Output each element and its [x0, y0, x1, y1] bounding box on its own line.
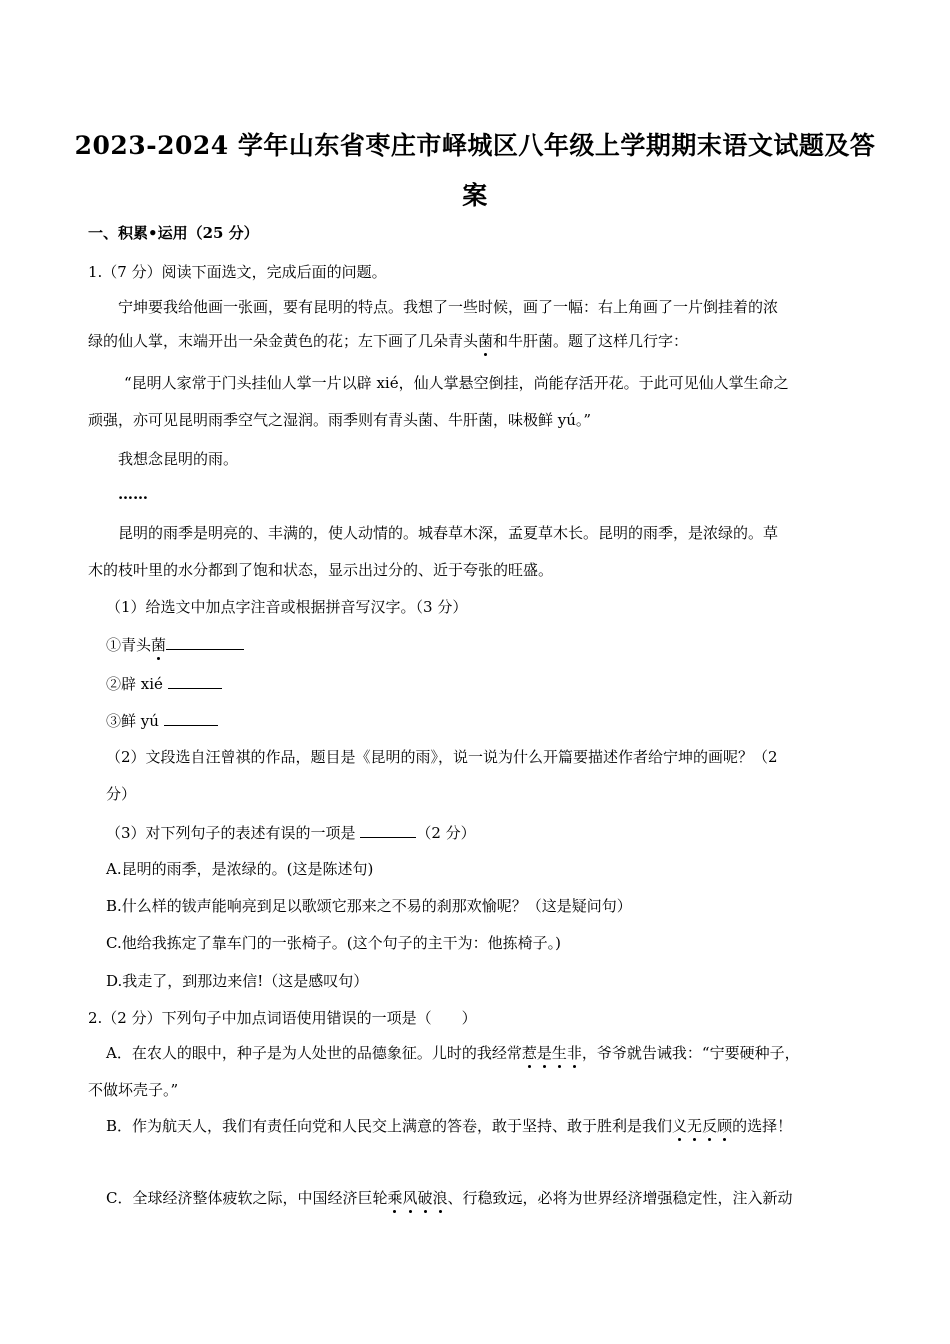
text: ，爷爷就告诫我：“宁要硬种子， — [581, 1044, 800, 1062]
answer-blank[interactable] — [360, 821, 416, 838]
text: 、行稳致远，必将为世界经济增强稳定性，注入新动 — [447, 1189, 793, 1207]
q1-sub2-line2: 分） — [106, 785, 137, 803]
q1-paragraph4-line2: 木的枝叶里的水分都到了饱和状态，显示出过分的、近于夸张的旺盛。 — [88, 561, 554, 579]
q1-sub1-item2 — [106, 672, 222, 694]
dotted-char: 风 — [402, 1189, 418, 1207]
text: C．全球经济整体疲软之际，中国经济巨轮 — [106, 1189, 388, 1207]
dotted-char: 无 — [687, 1117, 703, 1135]
q1-sub1-item3 — [106, 709, 218, 731]
dotted-char: 义 — [672, 1117, 688, 1135]
q1-paragraph1-line1: 宁坤要我给他画一张画，要有昆明的特点。我想了一些时候，画了一幅：右上角画了一片倒挂着的浓 — [118, 298, 779, 316]
q1-sub2-line1: （2）文段选自汪曾祺的作品，题目是《昆明的雨》，说一说为什么开篇要描述作者给宁坤的画呢？（2 — [106, 748, 778, 766]
dotted-char: 浪 — [432, 1189, 448, 1207]
text: A．在农人的眼中，种子是为人处世的品德象征。儿时的我经常 — [106, 1044, 522, 1062]
q2-option-a-line1 — [106, 1043, 800, 1063]
text: （2 分） — [416, 824, 476, 842]
dotted-char: 菌 — [151, 636, 167, 654]
dotted-char: 是 — [536, 1044, 552, 1062]
q2-option-c — [106, 1188, 793, 1208]
text: ①青头 — [106, 636, 152, 654]
doc-title-line2: 案 — [462, 181, 488, 210]
dotted-char: 生 — [551, 1044, 567, 1062]
text: ③鲜 yú — [106, 712, 164, 730]
text: 和牛肝菌。题了这样几行字： — [493, 332, 689, 350]
q1-quote-line1: “昆明人家常于门头挂仙人掌一片以辟 xié，仙人掌悬空倒挂，尚能存活开花。于此可见仙人掌生命之 — [124, 374, 789, 392]
doc-title-line1: 2023-2024 学年山东省枣庄市峄城区八年级上学期期末语文试题及答 — [74, 131, 876, 160]
q1-sub3 — [106, 821, 476, 843]
q1-option-c: C.他给我拣定了靠车门的一张椅子。(这个句子的主干为：他拣椅子。) — [106, 934, 561, 952]
q2-stem: 2.（2 分）下列句子中加点词语使用错误的一项是（ ） — [88, 1009, 477, 1027]
answer-blank[interactable] — [166, 633, 244, 650]
answer-blank[interactable] — [168, 672, 222, 689]
q1-sub1-item1 — [106, 633, 244, 655]
q1-quote-line2: 顽强，亦可见昆明雨季空气之湿润。雨季则有青头菌、牛肝菌，味极鲜 yú。” — [88, 411, 592, 429]
text: B．作为航天人，我们有责任向党和人民交上满意的答卷，敢于坚持、敢于胜利是我们 — [106, 1117, 673, 1135]
q1-option-d: D.我走了，到那边来信!（这是感叹句） — [106, 972, 369, 990]
q1-paragraph1-line2 — [88, 331, 688, 351]
text: （3）对下列句子的表述有误的一项是 — [106, 824, 361, 842]
dotted-char: 菌 — [478, 332, 494, 350]
answer-blank[interactable] — [164, 709, 218, 726]
text: 的选择！ — [732, 1117, 793, 1135]
dotted-char: 顾 — [717, 1117, 733, 1135]
q2-option-b — [106, 1116, 792, 1136]
q1-option-b: B.什么样的钹声能响亮到足以歌颂它那来之不易的刹那欢愉呢？（这是疑问句） — [106, 897, 632, 915]
dotted-char: 非 — [566, 1044, 582, 1062]
q1-paragraph3: 我想念昆明的雨。 — [118, 450, 239, 468]
q2-option-a-line2: 不做坏壳子。” — [88, 1081, 179, 1099]
dotted-char: 乘 — [387, 1189, 403, 1207]
q1-option-a: A.昆明的雨季，是浓绿的。(这是陈述句) — [106, 860, 374, 878]
dotted-char: 反 — [702, 1117, 718, 1135]
q1-sub1: （1）给选文中加点字注音或根据拼音写汉字。（3 分） — [106, 598, 468, 616]
ellipsis: …… — [118, 485, 148, 503]
q1-stem: 1.（7 分）阅读下面选文，完成后面的问题。 — [88, 263, 387, 281]
text: 绿的仙人掌，末端开出一朵金黄色的花；左下画了几朵青头 — [88, 332, 479, 350]
dotted-char: 破 — [417, 1189, 433, 1207]
dotted-char: 惹 — [521, 1044, 537, 1062]
text: ②辟 xié — [106, 675, 168, 693]
section-heading: 一、积累•运用（25 分） — [88, 224, 259, 242]
q1-paragraph4-line1: 昆明的雨季是明亮的、丰满的，使人动情的。城春草木深，孟夏草木长。昆明的雨季，是浓绿的。草 — [118, 524, 779, 542]
